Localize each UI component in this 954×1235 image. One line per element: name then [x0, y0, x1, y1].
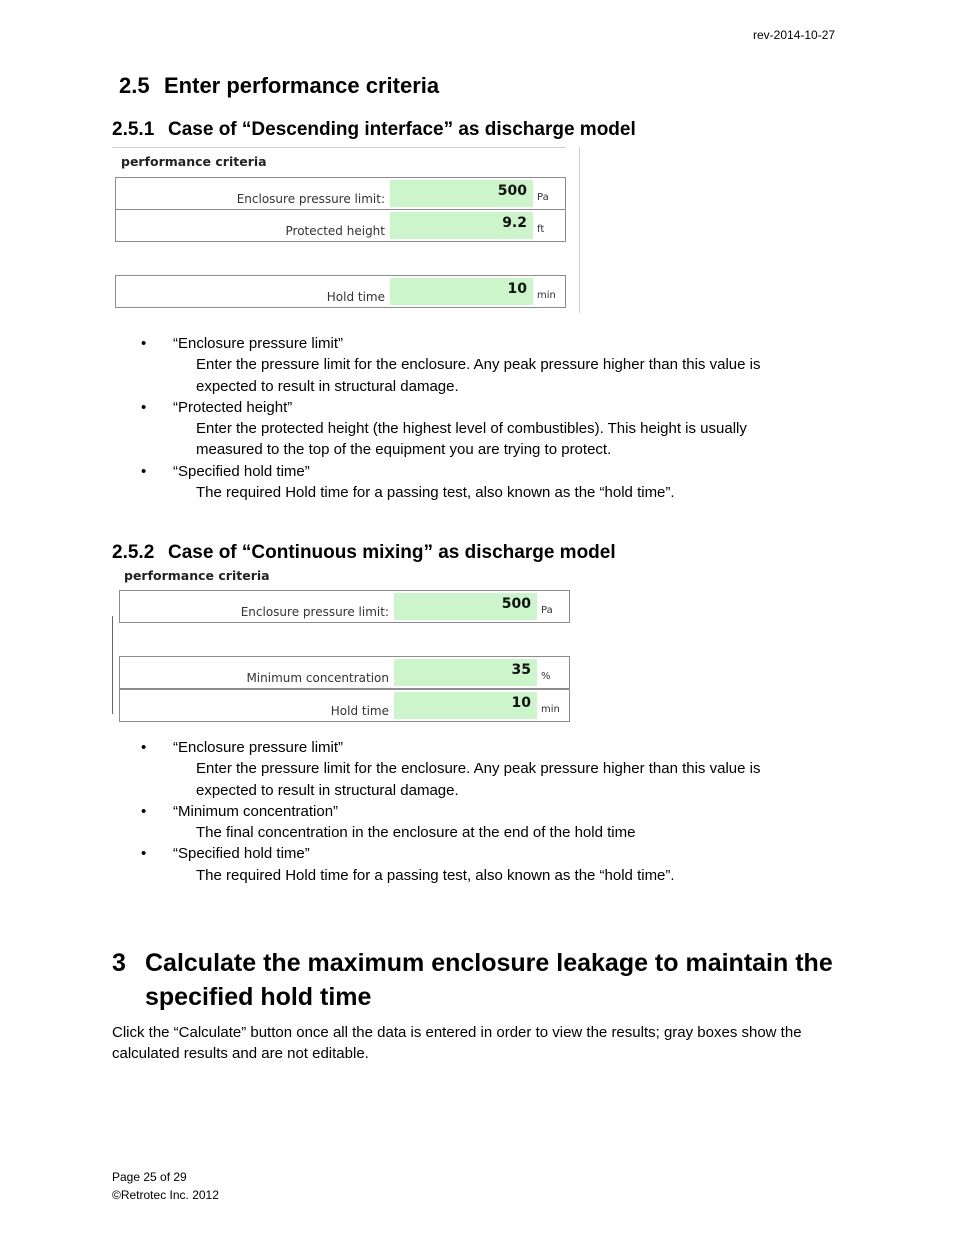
- list-item-description: The required Hold time for a passing test, also known as the “hold time”.: [196, 484, 675, 502]
- panel-left-rule: [112, 616, 113, 714]
- list-item-term: “Enclosure pressure limit”: [173, 335, 344, 352]
- bullet-icon: •: [141, 845, 147, 863]
- panel-title: performance criteria: [124, 568, 270, 583]
- list-item: [112, 801, 816, 844]
- minimum-concentration-input[interactable]: 35: [394, 659, 537, 686]
- enclosure-pressure-limit-input[interactable]: 500: [394, 593, 537, 620]
- panel-top-rule: [112, 147, 566, 148]
- list-item: [112, 843, 816, 886]
- panel-title: performance criteria: [121, 154, 267, 169]
- section-3-paragraph: Click the “Calculate” button once all the data is entered in order to view the results; gray boxes show the calculated results and are not editable.: [112, 1024, 802, 1062]
- subsection-title: Case of “Descending interface” as discharge model: [168, 119, 636, 140]
- list-item: [112, 333, 816, 397]
- field-label: Protected height: [285, 224, 385, 238]
- field-unit: min: [541, 704, 560, 715]
- field-label: Enclosure pressure limit:: [236, 192, 385, 206]
- list-item-term: “Enclosure pressure limit”: [173, 739, 344, 756]
- page-footer: [112, 1168, 219, 1204]
- field-row-hold-time: [115, 275, 566, 308]
- list-item-description: Enter the protected height (the highest level of combustibles). This height is usually measured to the top of the equipment you are trying to protect.: [196, 420, 747, 459]
- field-unit: %: [541, 671, 551, 682]
- list-item-description: The final concentration in the enclosure at the end of the hold time: [196, 824, 636, 842]
- field-label: Hold time: [330, 704, 389, 718]
- enclosure-pressure-limit-input[interactable]: 500: [390, 180, 533, 207]
- section-number: 3: [112, 949, 126, 977]
- field-label: Minimum concentration: [246, 671, 389, 685]
- section-heading-3: [112, 946, 852, 1016]
- list-item-description: Enter the pressure limit for the enclosure. Any peak pressure higher than this value is expected to result in structural damage.: [196, 760, 761, 799]
- list-item-description: Enter the pressure limit for the enclosure. Any peak pressure higher than this value is expected to result in structural damage.: [196, 356, 761, 395]
- hold-time-input[interactable]: 10: [390, 278, 533, 305]
- section-title: Enter performance criteria: [164, 73, 440, 98]
- field-unit: min: [537, 290, 556, 301]
- section-heading-2-5: [119, 73, 439, 99]
- list-item-term: “Protected height”: [173, 398, 293, 416]
- field-label: Hold time: [326, 290, 385, 304]
- field-row-enclosure-pressure-limit: [115, 177, 566, 210]
- revision-label: rev-2014-10-27: [753, 28, 836, 42]
- section-title: Calculate the maximum enclosure leakage to maintain the specified hold time: [145, 949, 833, 1011]
- list-item: [112, 737, 816, 801]
- field-unit: ft: [537, 224, 545, 235]
- field-unit: Pa: [541, 605, 553, 616]
- list-item: [112, 397, 816, 461]
- field-row-minimum-concentration: [119, 656, 570, 689]
- bullet-icon: •: [141, 398, 147, 416]
- section-number: 2.5: [119, 73, 150, 98]
- field-row-enclosure-pressure-limit: [119, 590, 570, 623]
- field-row-hold-time: [119, 689, 570, 722]
- protected-height-input[interactable]: 9.2: [390, 212, 533, 239]
- subsection-title: Case of “Continuous mixing” as discharge model: [168, 542, 616, 563]
- panel-right-rule: [579, 147, 580, 313]
- bullet-icon: •: [141, 739, 147, 756]
- performance-criteria-panel-continuous: [110, 566, 580, 726]
- criteria-list-descending: [112, 333, 816, 503]
- list-item: [112, 461, 816, 504]
- field-label: Enclosure pressure limit:: [240, 605, 389, 619]
- hold-time-input[interactable]: 10: [394, 692, 537, 719]
- bullet-icon: •: [141, 335, 147, 352]
- copyright: ©Retrotec Inc. 2012: [112, 1188, 219, 1202]
- field-unit: Pa: [537, 192, 549, 203]
- subsection-heading-2-5-2: [112, 542, 616, 564]
- list-item-term: “Minimum concentration”: [173, 802, 339, 820]
- performance-criteria-panel-descending: [112, 146, 582, 314]
- bullet-icon: •: [141, 462, 147, 480]
- list-item-term: “Specified hold time”: [173, 462, 310, 480]
- list-item-description: The required Hold time for a passing test, also known as the “hold time”.: [196, 866, 675, 884]
- subsection-number: 2.5.1: [112, 119, 155, 140]
- page-number: Page 25 of 29: [112, 1170, 187, 1184]
- field-row-protected-height: [115, 209, 566, 242]
- criteria-list-continuous: [112, 737, 816, 886]
- list-item-term: “Specified hold time”: [173, 845, 310, 863]
- subsection-heading-2-5-1: [112, 119, 636, 141]
- bullet-icon: •: [141, 802, 147, 820]
- subsection-number: 2.5.2: [112, 542, 155, 563]
